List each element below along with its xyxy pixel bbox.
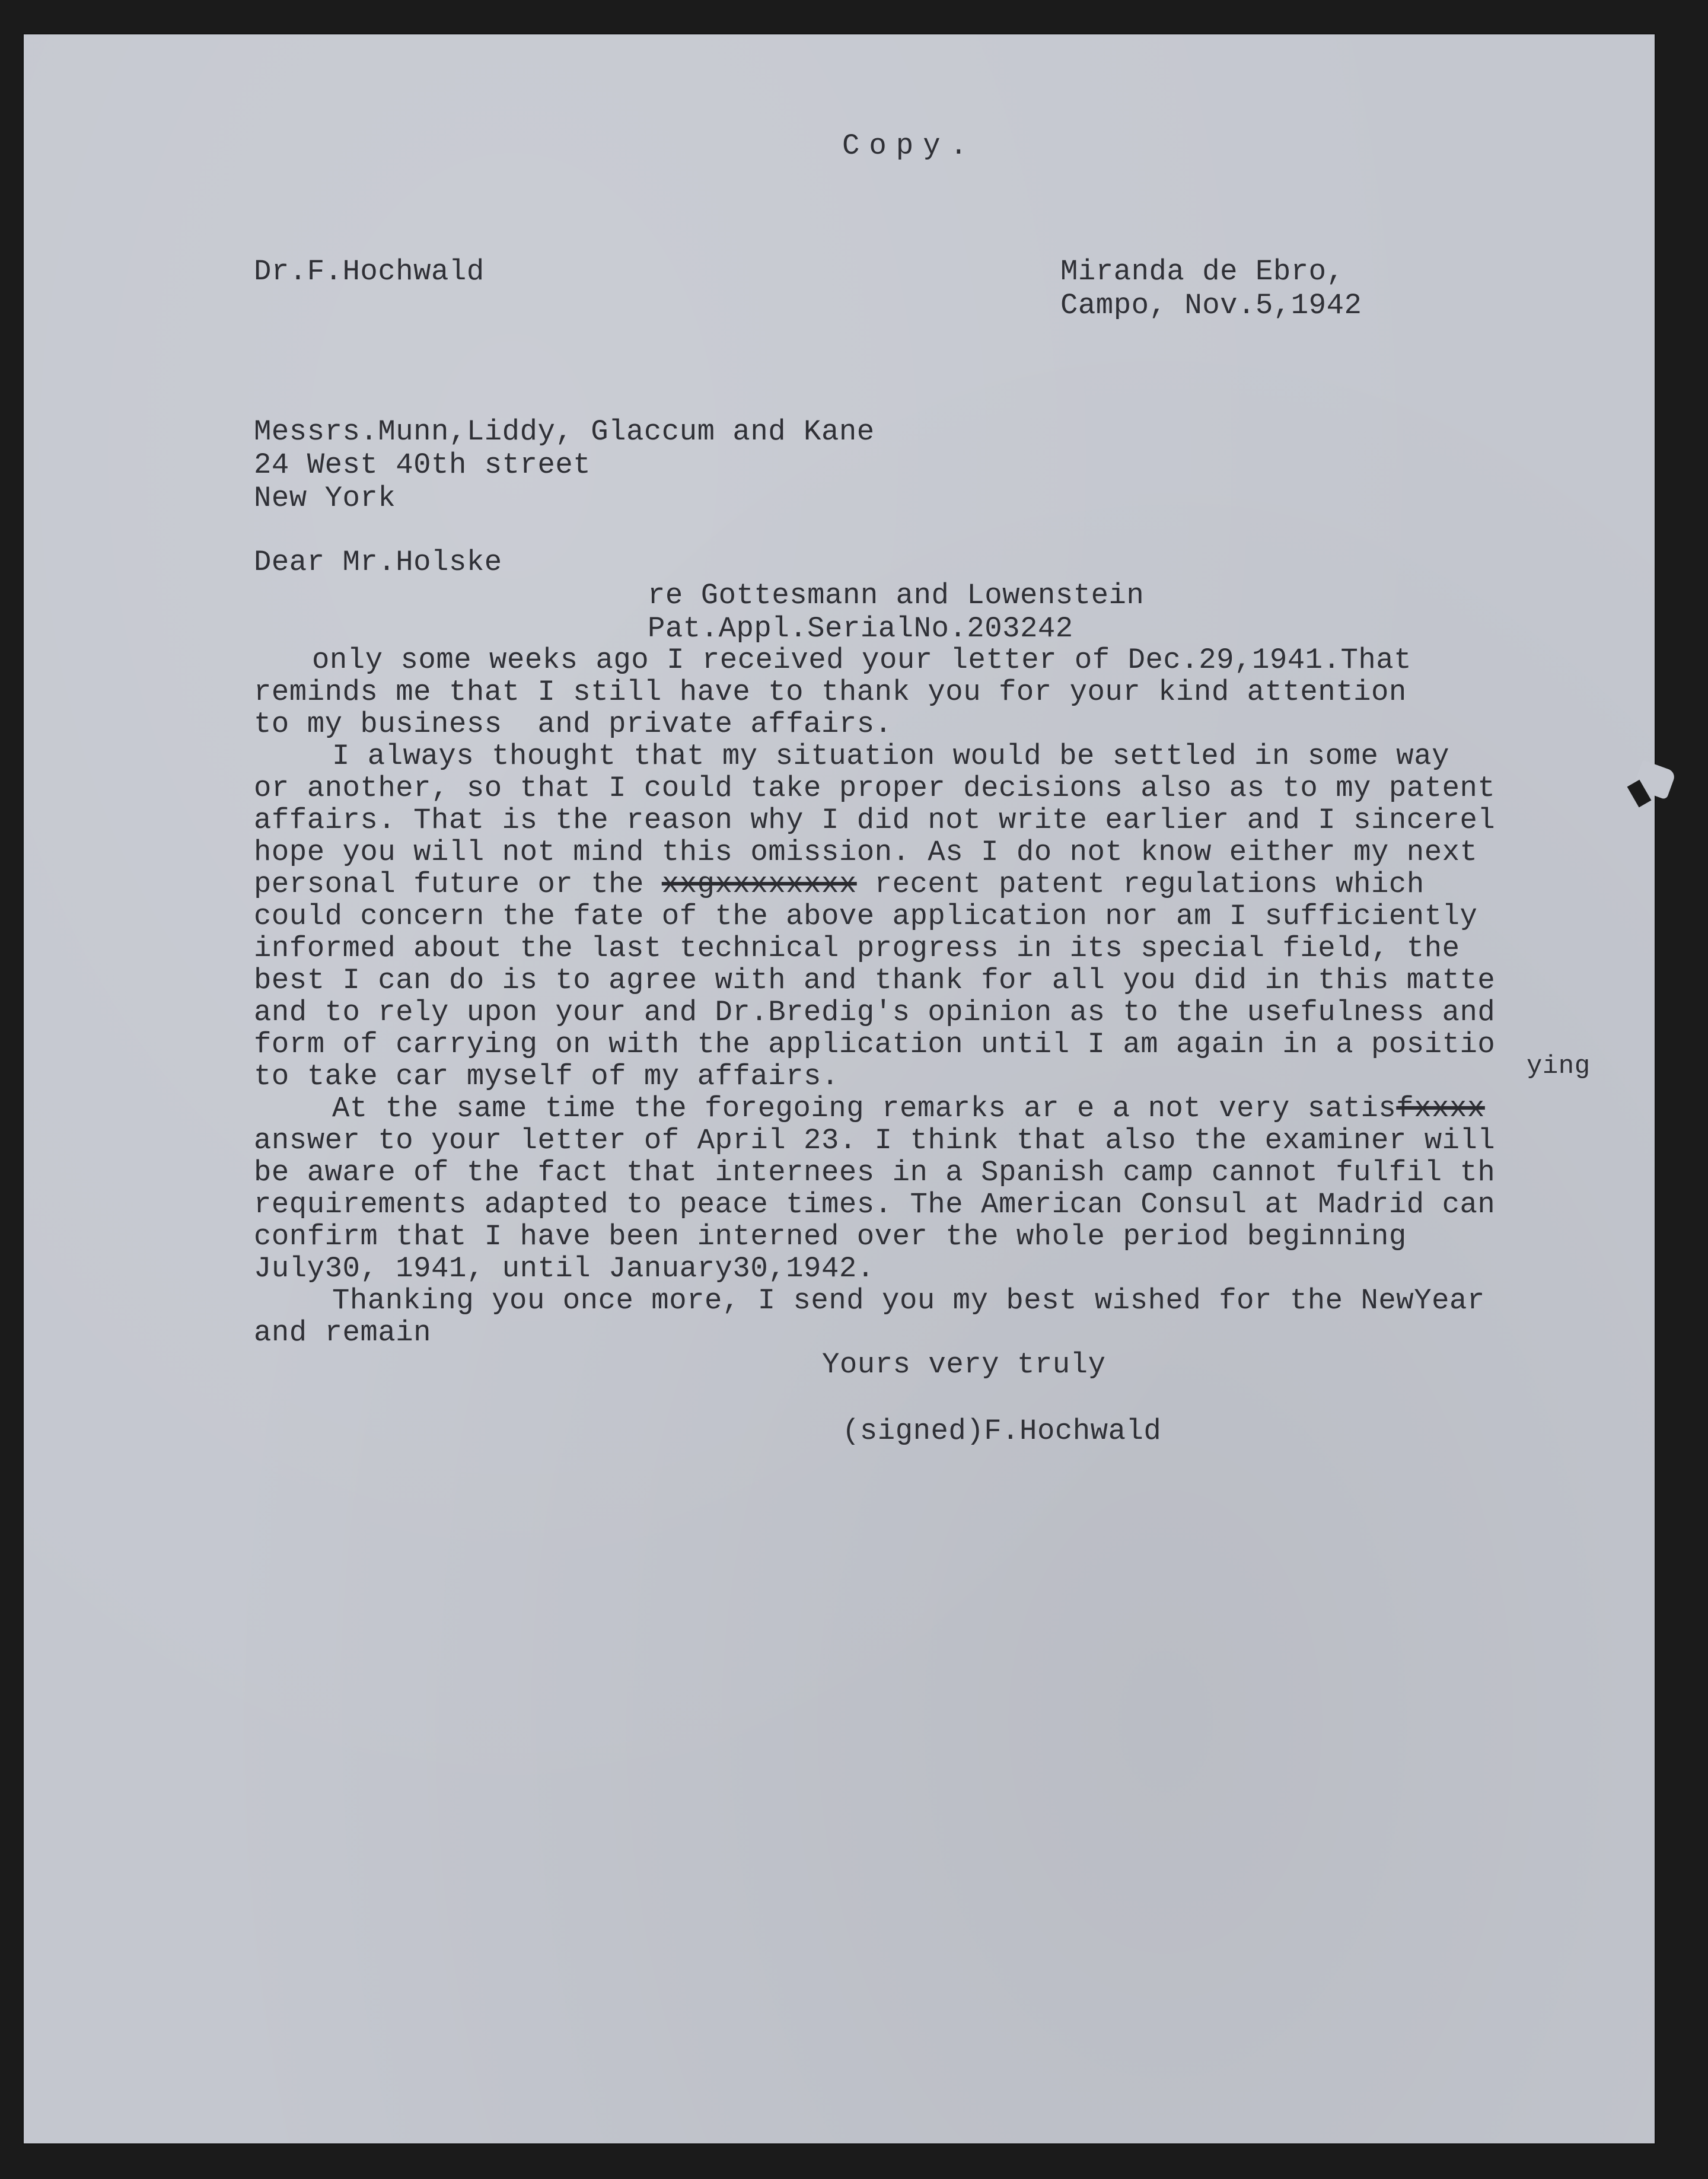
body-line [332, 1092, 1485, 1125]
body-line: to my business and private affairs. [254, 708, 893, 741]
body-line: form of carrying on with the application until I am again in a positio [254, 1028, 1496, 1061]
subject-line-1: re Gottesmann and Lowenstein [648, 579, 1145, 612]
body-line: confirm that I have been interned over the whole period beginning [254, 1220, 1407, 1253]
interlinear-insert: ying [1527, 1052, 1591, 1081]
body-line: affairs. That is the reason why I did not write earlier and I sincerel [254, 804, 1496, 837]
body-line: reminds me that I still have to thank you for your kind attention [254, 676, 1407, 709]
body-line: Thanking you once more, I send you my best wished for the NewYear [332, 1284, 1485, 1317]
body-line: be aware of the fact that internees in a Spanish camp cannot fulfil th [254, 1156, 1496, 1189]
struck-text: fxxxx [1396, 1092, 1485, 1125]
body-line: only some weeks ago I received your letter of Dec.29,1941.That [312, 643, 1412, 677]
complimentary-close: Yours very truly [822, 1348, 1106, 1381]
body-text: At the same time the foregoing remarks ar e a not very satis [332, 1092, 1397, 1125]
body-line: hope you will not mind this omission. As I do not know either my next [254, 836, 1478, 869]
body-line: answer to your letter of April 23. I think that also the examiner will [254, 1124, 1496, 1157]
subject-line-2: Pat.Appl.SerialNo.203242 [648, 612, 1073, 645]
sender-name: Dr.F.Hochwald [254, 255, 485, 288]
recipient-street: 24 West 40th street [254, 448, 591, 482]
body-line: to take car myself of my affairs. [254, 1060, 839, 1093]
struck-text: xxgxxxxxxxx [661, 868, 857, 901]
body-line [254, 868, 1425, 901]
body-line: best I can do is to agree with and thank for all you did in this matte [254, 964, 1496, 997]
letter-date: Campo, Nov.5,1942 [1060, 289, 1362, 322]
body-line: July30, 1941, until January30,1942. [254, 1252, 875, 1285]
body-line: and remain [254, 1316, 432, 1349]
body-line: requirements adapted to peace times. The American Consul at Madrid can [254, 1188, 1496, 1221]
body-line: I always thought that my situation would be settled in some way [332, 740, 1450, 773]
body-line: could concern the fate of the above application nor am I sufficiently [254, 900, 1478, 933]
recipient-firm: Messrs.Munn,Liddy, Glaccum and Kane [254, 415, 875, 448]
body-text: personal future or the [254, 868, 662, 901]
body-line: and to rely upon your and Dr.Bredig's opinion as to the usefulness and [254, 996, 1496, 1029]
copy-header: Copy. [842, 129, 977, 163]
body-line: informed about the last technical progress in its special field, the [254, 932, 1460, 965]
signature-line: (signed)F.Hochwald [842, 1415, 1162, 1448]
body-line: or another, so that I could take proper decisions also as to my patent [254, 772, 1496, 805]
body-text: recent patent regulations which [856, 868, 1425, 901]
sender-place: Miranda de Ebro, [1060, 255, 1344, 288]
salutation: Dear Mr.Holske [254, 546, 502, 579]
recipient-city: New York [254, 482, 396, 515]
